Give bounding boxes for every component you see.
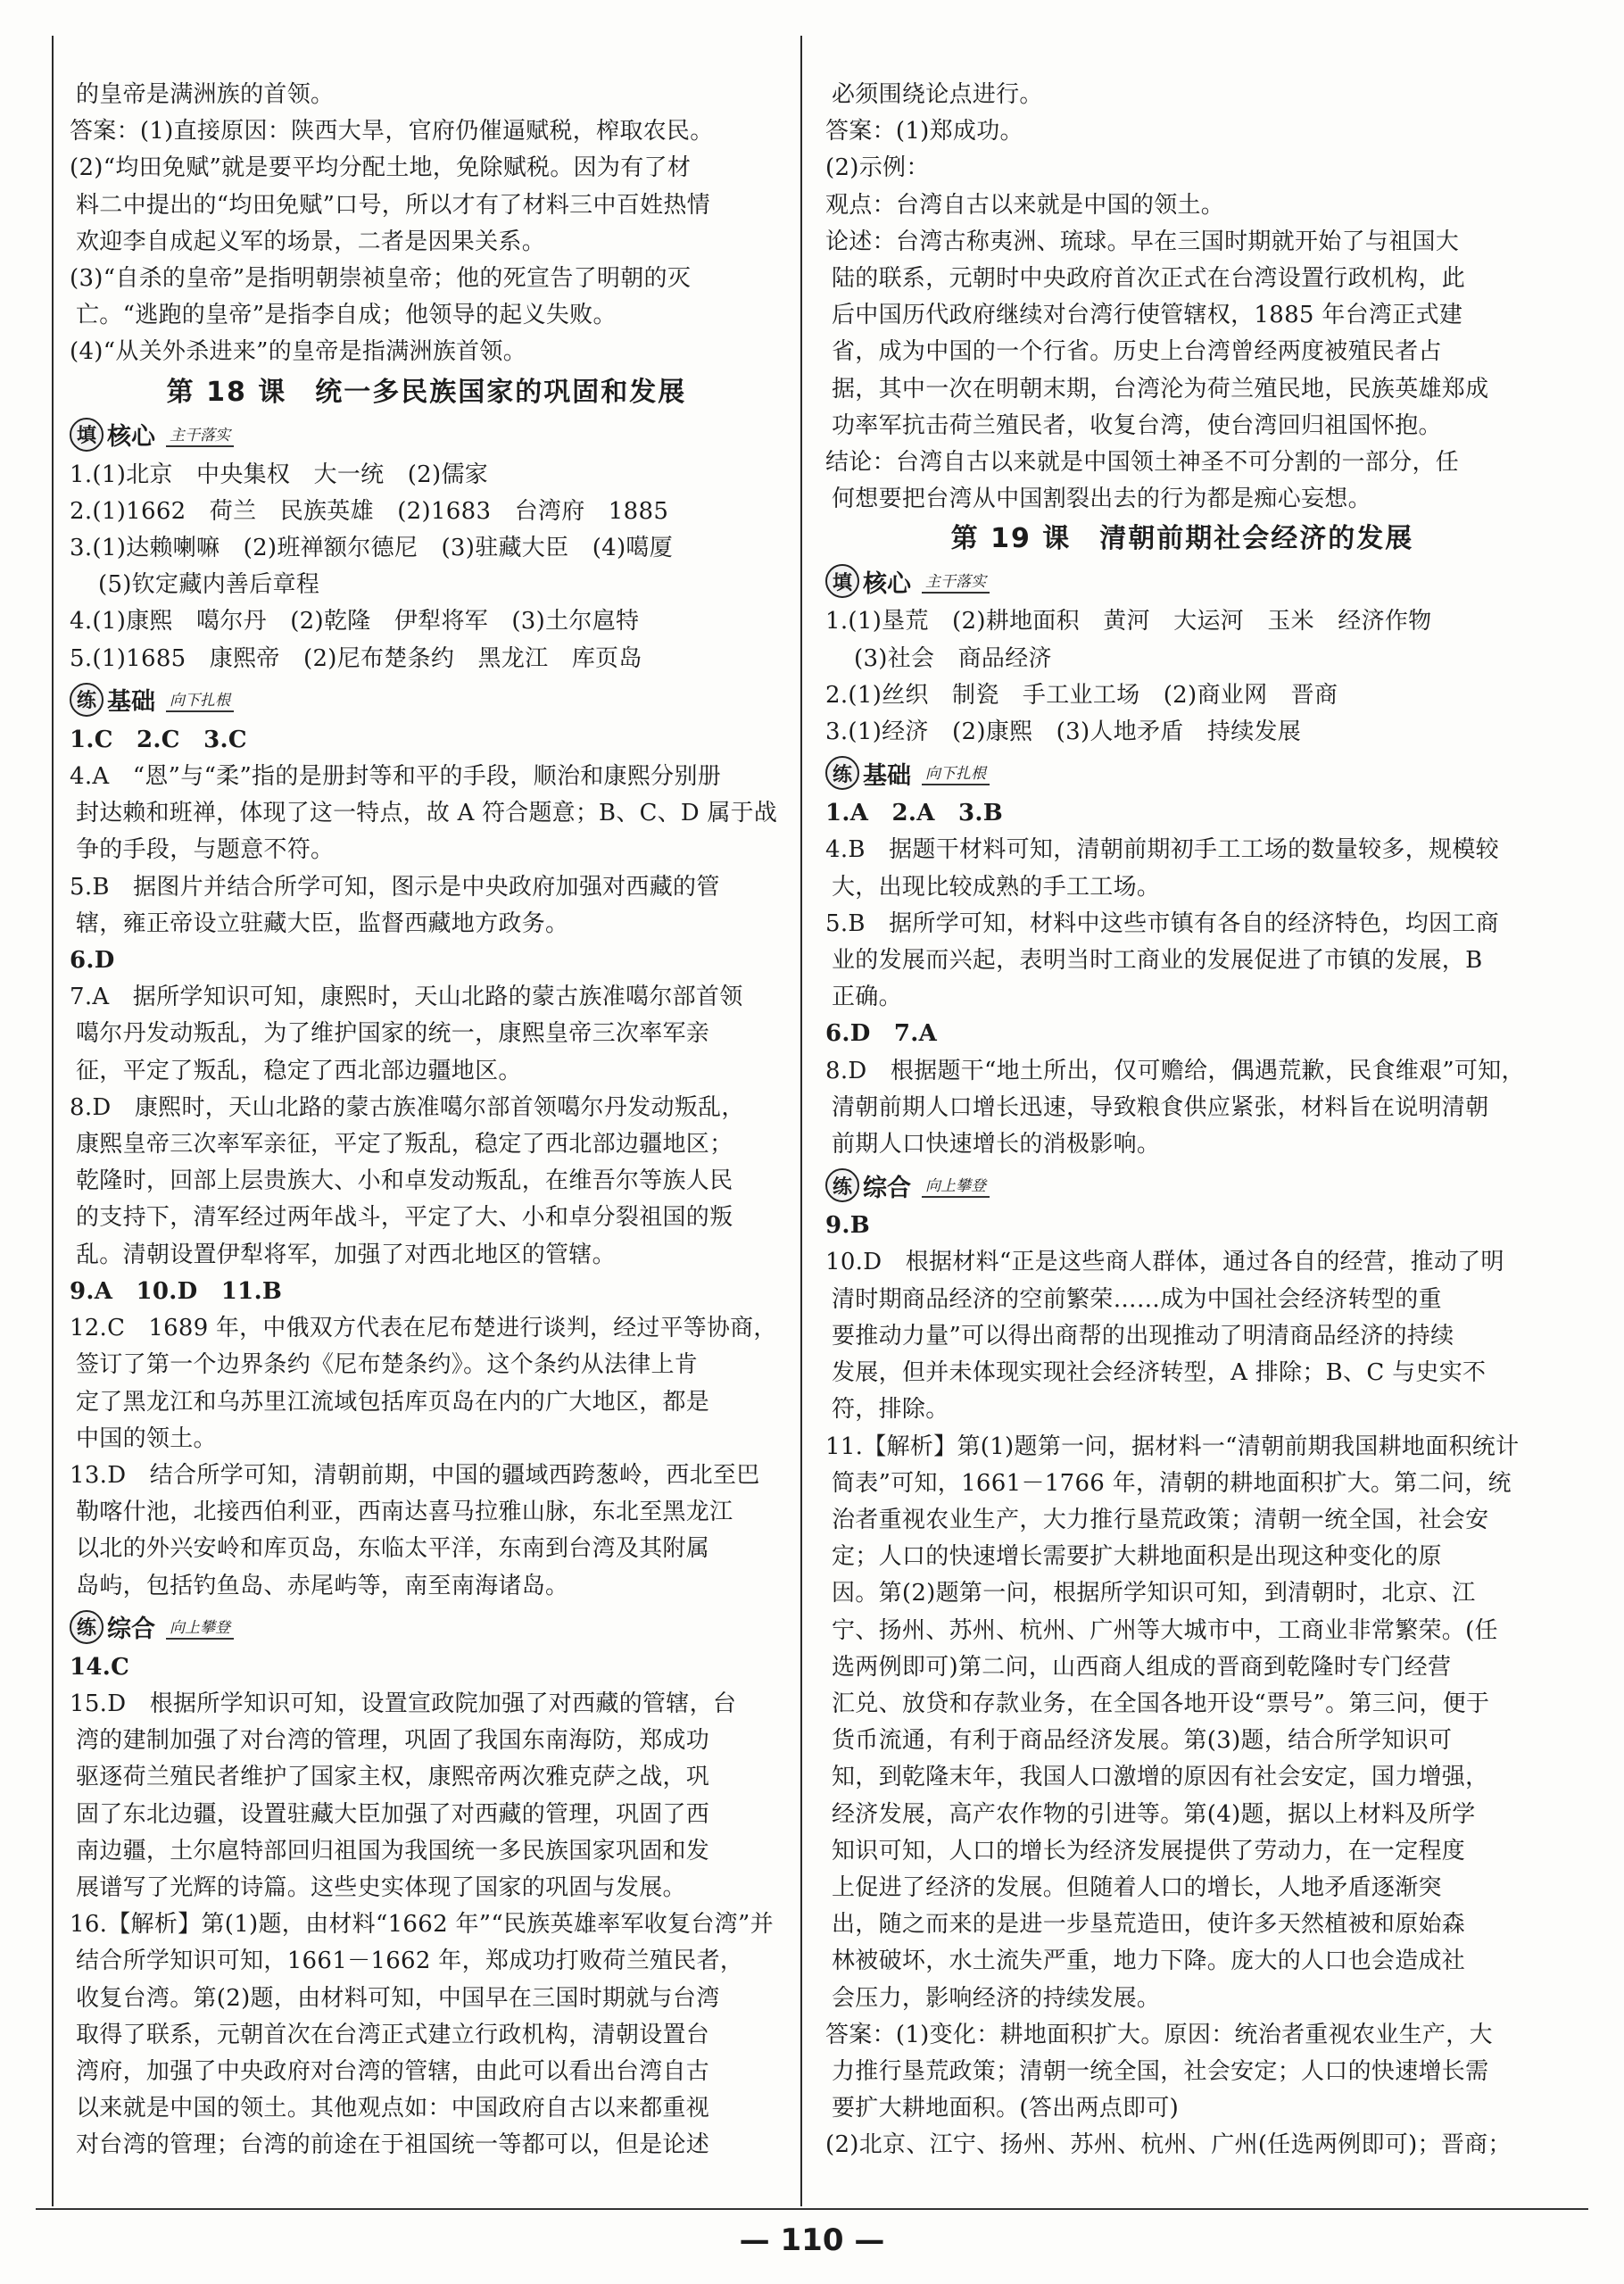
- text-line-content: 省，成为中国的一个行省。历史上台湾曾经两度被殖民者占: [832, 338, 1442, 366]
- text-line-content: 8.D 康熙时，天山北路的蒙古族准噶尔部首领噶尔丹发动叛乱，: [70, 1093, 745, 1121]
- text-line-content: 1.A 2.A 3.B: [825, 800, 1004, 827]
- text-line-content: 会压力，影响经济的持续发展。: [832, 1984, 1161, 2012]
- text-line-content: 业的发展而兴起，表明当时工商业的发展促进了市镇的发展，B: [832, 947, 1483, 975]
- text-line-content: 2.(1)丝织 制瓷 手工业工场 (2)商业网 晋商: [825, 681, 1338, 709]
- text-line-content: 14.C: [70, 1653, 130, 1681]
- text-line-content: 1.(1)北京 中央集权 大一统 (2)儒家: [70, 461, 489, 488]
- text-line: [825, 641, 1539, 677]
- text-line: [70, 334, 783, 370]
- text-line: [70, 261, 783, 297]
- text-line-content: 固了东北边疆，设置驻藏大臣加强了对西藏的管理，巩固了西: [76, 1800, 710, 1828]
- text-line-content: 何想要把台湾从中国割裂出去的行为都是痴心妄想。: [832, 486, 1371, 513]
- text-line-content: 10.D 根据材料“正是这些商人群体，通过各自的经营，推动了明: [825, 1249, 1504, 1276]
- text-line: [70, 1723, 783, 1759]
- text-line-content: 料二中提出的“均田免赋”口号，所以才有了材料三中百姓热情: [76, 191, 710, 219]
- section-header-subtitle: 向下扎根: [922, 760, 990, 785]
- text-line: [825, 1502, 1539, 1539]
- text-line-content: 以北的外兴安岭和库页岛，东临太平洋，东南到台湾及其附属: [76, 1535, 710, 1563]
- text-line: [825, 1575, 1539, 1612]
- text-line: [70, 795, 783, 832]
- text-line-content: 征，平定了叛乱，稳定了西北部边疆地区。: [76, 1057, 522, 1084]
- text-line: [825, 1053, 1539, 1090]
- text-line-content: 16.【解析】第(1)题，由材料“1662 年”“民族英雄率军收复台湾”并: [70, 1911, 774, 1939]
- text-line-content: 取得了联系，元朝首次在台湾正式建立行政机构，清朝设置台: [76, 2021, 710, 2048]
- text-line: [70, 1531, 783, 1567]
- section-header: [70, 679, 783, 720]
- text-line: [70, 943, 783, 979]
- text-line: [825, 943, 1539, 979]
- text-line: [825, 187, 1539, 224]
- left-margin-rule: [52, 36, 54, 2206]
- text-line: [825, 1429, 1539, 1466]
- text-line: [825, 1391, 1539, 1428]
- text-line: [825, 1466, 1539, 1502]
- text-line-content: 的皇帝是满洲族的首领。: [76, 81, 335, 108]
- text-line: [825, 1906, 1539, 1943]
- text-line-content: 答案：(1)直接原因：陕西大旱，官府仍催逼赋税，榨取农民。: [70, 118, 714, 145]
- text-line: [825, 1355, 1539, 1391]
- text-line: [70, 1870, 783, 1906]
- text-line-content: 答案：(1)变化：耕地面积扩大。原因：统治者重视农业生产，大: [825, 2021, 1493, 2048]
- text-line: [70, 1237, 783, 1274]
- text-line-content: 湾的建制加强了对台湾的管理，巩固了我国东南海防，郑成功: [76, 1727, 710, 1755]
- text-line-content: (4)“从关外杀进来”的皇帝是指满洲族首领。: [70, 338, 527, 366]
- text-line-content: 3.(1)达赖喇嘛 (2)班禅额尔德尼 (3)驻藏大臣 (4)噶厦: [70, 535, 674, 562]
- text-line: [825, 224, 1539, 261]
- text-line: [825, 1016, 1539, 1052]
- text-line: [825, 1759, 1539, 1796]
- text-line-content: 符，排除。: [832, 1396, 949, 1424]
- text-line-content: 1.(1)垦荒 (2)耕地面积 黄河 大运河 玉米 经济作物: [825, 608, 1432, 635]
- text-line: [70, 1090, 783, 1126]
- section-badge-icon: 练: [70, 1610, 104, 1644]
- text-line-content: 治者重视农业生产，大力推行垦荒政策；清朝一统全国，社会安: [832, 1506, 1489, 1533]
- text-line: [825, 113, 1539, 150]
- text-line-content: 定了黑龙江和乌苏里江流域包括库页岛在内的广大地区，都是: [76, 1388, 710, 1416]
- text-line-content: 13.D 结合所学可知，清朝前期，中国的疆域西跨葱岭，西北至巴: [70, 1461, 760, 1489]
- text-line: [70, 224, 783, 261]
- section-badge-icon: 填: [825, 564, 859, 598]
- section-header-subtitle: 向上攀登: [922, 1173, 990, 1198]
- text-line: [825, 1539, 1539, 1575]
- text-line: [70, 1126, 783, 1163]
- text-line-content: 结合所学知识可知，1661－1662 年，郑成功打败荷兰殖民者，: [76, 1948, 744, 1975]
- text-line-content: 11.【解析】第(1)题第一问，据材料一“清朝前期我国耕地面积统计: [825, 1433, 1520, 1460]
- text-line: [70, 2090, 783, 2127]
- text-line-content: 湾府，加强了中央政府对台湾的管辖，由此可以看出台湾自古: [76, 2057, 710, 2085]
- text-line: [70, 1310, 783, 1347]
- text-line: [825, 832, 1539, 868]
- section-header-subtitle: 向上攀登: [166, 1615, 234, 1640]
- text-line: [70, 113, 783, 150]
- text-line: [825, 1723, 1539, 1759]
- text-line: [825, 869, 1539, 906]
- section-header-label: 基础: [863, 761, 911, 790]
- text-line-content: 清朝前期人口增长迅速，导致粮食供应紧张，材料旨在说明清朝: [832, 1093, 1489, 1121]
- text-line: [70, 1759, 783, 1796]
- text-line: [70, 2017, 783, 2054]
- text-line: [825, 1244, 1539, 1281]
- text-line: [825, 334, 1539, 370]
- text-line-content: 林被破坏，水土流失严重，地力下降。庞大的人口也会造成社: [832, 1948, 1466, 1975]
- text-line: [825, 2017, 1539, 2054]
- text-line-content: 正确。: [832, 984, 902, 1011]
- text-line: [825, 1282, 1539, 1318]
- text-line-content: 的支持下，清军经过两年战斗，平定了大、小和卓分裂祖国的叛: [76, 1204, 733, 1232]
- text-line: [70, 641, 783, 677]
- text-line: [70, 297, 783, 334]
- text-line-content: 定；人口的快速增长需要扩大耕地面积是出现这种变化的原: [832, 1543, 1442, 1571]
- text-line-content: (2)“均田免赋”就是要平均分配土地，免除赋税。因为有了材: [70, 154, 692, 182]
- text-line: [825, 1981, 1539, 2017]
- text-line-content: 展谱写了光辉的诗篇。这些史实体现了国家的巩固与发展。: [76, 1873, 686, 1901]
- text-line-content: 因。第(2)题第一问，根据所学知识可知，到清朝时，北京、江: [832, 1580, 1476, 1607]
- text-line: [70, 567, 783, 603]
- text-line: [825, 1649, 1539, 1686]
- text-line: [825, 1208, 1539, 1244]
- section-header-subtitle: 主干落实: [166, 422, 234, 447]
- text-line: [70, 150, 783, 187]
- section-header: [825, 561, 1539, 602]
- text-line-content: 大，出现比较成熟的手工工场。: [832, 873, 1161, 901]
- text-line-content: 8.D 根据题干“地土所出，仅可赡给，偶遇荒歉，民食维艰”可知，: [825, 1057, 1525, 1084]
- text-line: [70, 1016, 783, 1052]
- text-line: [70, 1906, 783, 1943]
- text-line: [70, 1649, 783, 1686]
- text-line: [825, 1833, 1539, 1870]
- text-line: [70, 1494, 783, 1531]
- text-line: [70, 1274, 783, 1310]
- text-line: [70, 1981, 783, 2017]
- text-line: [825, 2054, 1539, 2090]
- text-line-content: 欢迎李自成起义军的场景，二者是因果关系。: [76, 228, 546, 255]
- footer-rule: [36, 2208, 1588, 2210]
- section-header-subtitle: 主干落实: [922, 569, 990, 594]
- text-line-content: 宁、扬州、苏州、杭州、广州等大城市中，工商业非常繁荣。(任: [832, 1616, 1498, 1644]
- text-line: [825, 150, 1539, 187]
- text-line-content: 以来就是中国的领土。其他观点如：中国政府自古以来都重视: [76, 2095, 710, 2122]
- section-badge-icon: 练: [70, 683, 104, 717]
- text-line-content: 力推行垦荒政策；清朝一统全国，社会安定；人口的快速增长需: [832, 2057, 1489, 2085]
- text-line: [70, 603, 783, 640]
- text-line: [70, 187, 783, 224]
- text-line-content: 收复台湾。第(2)题，由材料可知，中国早在三国时期就与台湾: [76, 1984, 720, 2012]
- text-line: [70, 759, 783, 795]
- section-header: [825, 1165, 1539, 1206]
- text-line-content: 乾隆时，回部上层贵族大、小和卓发动叛乱，在维吾尔等族人民: [76, 1167, 733, 1195]
- text-line-content: 噶尔丹发动叛乱，为了维护国家的统一，康熙皇帝三次率军亲: [76, 1020, 710, 1048]
- text-line-content: 9.B: [825, 1212, 871, 1240]
- text-line: [825, 1613, 1539, 1649]
- text-line-content: 必须围绕论点进行。: [832, 81, 1043, 108]
- text-line-content: 4.B 据题干材料可知，清朝前期初手工工场的数量较多，规模较: [825, 836, 1499, 864]
- text-line: [70, 1568, 783, 1605]
- text-line-content: 乱。清朝设置伊犁将军，加强了对西北地区的管辖。: [76, 1241, 616, 1268]
- text-line-content: 答案：(1)郑成功。: [825, 118, 1023, 145]
- text-line: [70, 530, 783, 567]
- text-line-content: 15.D 根据所学知识可知，设置宣政院加强了对西藏的管辖，台: [70, 1690, 737, 1717]
- text-line-content: (5)钦定藏内善后章程: [98, 571, 320, 599]
- section-header: [70, 1607, 783, 1648]
- text-line: [825, 603, 1539, 640]
- text-line-content: 2.(1)1662 荷兰 民族英雄 (2)1683 台湾府 1885: [70, 497, 669, 525]
- text-line-content: 驱逐荷兰殖民者维护了国家主权，康熙帝两次雅克萨之战，巩: [76, 1764, 710, 1791]
- text-line: [70, 1384, 783, 1421]
- text-line: [825, 77, 1539, 113]
- text-line: [70, 494, 783, 530]
- text-line-content: 前期人口快速增长的消极影响。: [832, 1131, 1161, 1159]
- text-line-content: 签订了第一个边界条约《尼布楚条约》。这个条约从法律上肯: [76, 1351, 699, 1379]
- text-line-content: (3)社会 商品经济: [854, 644, 1052, 672]
- lesson-title: 第 19 课 清朝前期社会经济的发展: [950, 523, 1414, 555]
- text-line-content: 中国的领土。: [76, 1424, 217, 1452]
- text-line-content: 6.D: [70, 947, 115, 975]
- text-line: [70, 2127, 783, 2164]
- text-line-content: (3)“自杀的皇帝”是指明朝崇祯皇帝；他的死宣告了明朝的灭: [70, 265, 692, 293]
- text-line: [825, 2090, 1539, 2127]
- text-line: [70, 2054, 783, 2090]
- text-line: [70, 979, 783, 1016]
- text-line: [825, 714, 1539, 751]
- section-header-label: 综合: [107, 1615, 155, 1644]
- text-line-content: 5.(1)1685 康熙帝 (2)尼布楚条约 黑龙江 库页岛: [70, 644, 642, 672]
- text-line: [825, 408, 1539, 444]
- text-line-content: 3.(1)经济 (2)康熙 (3)人地矛盾 持续发展: [825, 718, 1302, 746]
- text-line-content: 封达赖和班禅，体现了这一特点，故 A 符合题意；B、C、D 属于战: [76, 800, 778, 827]
- section-header: [70, 414, 783, 455]
- text-line-content: 辖，雍正帝设立驻藏大臣，监督西藏地方政务。: [76, 909, 569, 937]
- text-line: [825, 1870, 1539, 1906]
- text-line-content: 康熙皇帝三次率军亲征，平定了叛乱，稳定了西北部边疆地区；: [76, 1131, 733, 1159]
- text-line: [70, 1347, 783, 1383]
- text-line: [70, 1458, 783, 1494]
- page-number: — 110 —: [739, 2222, 885, 2258]
- text-line-content: 观点：台湾自古以来就是中国的领土。: [825, 191, 1225, 219]
- text-line: [70, 869, 783, 906]
- text-line-content: 上促进了经济的发展。但随着人口的增长，人地矛盾逐渐突: [832, 1873, 1442, 1901]
- section-header-label: 综合: [863, 1174, 911, 1202]
- section-header: [825, 752, 1539, 793]
- text-line-content: 陆的联系，元朝时中央政府首次正式在台湾设置行政机构，此: [832, 265, 1466, 293]
- text-line-content: (2)北京、江宁、扬州、苏州、杭州、广州(任选两例即可)；晋商；: [825, 2131, 1512, 2159]
- text-line: [70, 77, 783, 113]
- text-line-content: 1.C 2.C 3.C: [70, 726, 247, 753]
- right-column: [825, 77, 1539, 2164]
- text-line: [825, 297, 1539, 334]
- text-line-content: 勒喀什池，北接西伯利亚，西南达喜马拉雅山脉，东北至黑龙江: [76, 1499, 733, 1526]
- text-line-content: 知，到乾隆末年，我国人口激增的原因有社会安定，国力增强，: [832, 1764, 1489, 1791]
- text-line: [70, 1943, 783, 1980]
- text-line-content: 南边疆，土尔扈特部回归祖国为我国统一多民族国家巩固和发: [76, 1837, 710, 1865]
- lesson-title: 第 18 课 统一多民族国家的巩固和发展: [166, 376, 687, 408]
- section-header-label: 基础: [107, 688, 155, 717]
- text-line-content: 结论：台湾自古以来就是中国领土神圣不可分割的一部分，任: [825, 449, 1460, 477]
- text-line-content: 后中国历代政府继续对台湾行使管辖权，1885 年台湾正式建: [832, 302, 1463, 329]
- text-line: [70, 1421, 783, 1458]
- text-line: [825, 481, 1539, 518]
- text-line-content: 争的手段，与题意不符。: [76, 836, 335, 864]
- text-line-content: 论述：台湾古称夷洲、琉球。早在三国时期就开始了与祖国大: [825, 228, 1460, 255]
- section-header-subtitle: 向下扎根: [166, 687, 234, 712]
- section-header-label: 核心: [863, 569, 911, 598]
- text-line-content: 5.B 据图片并结合所学可知，图示是中央政府加强对西藏的管: [70, 873, 720, 901]
- text-line-content: 汇兑、放贷和存款业务，在全国各地开设“票号”。第三问，便于: [832, 1690, 1490, 1717]
- text-line-content: (2)示例：: [825, 154, 930, 182]
- text-line: [70, 1053, 783, 1090]
- text-line-content: 清时期商品经济的空前繁荣……成为中国社会经济转型的重: [832, 1285, 1442, 1313]
- section-badge-icon: 练: [825, 756, 859, 790]
- text-line-content: 经济发展，高产农作物的引进等。第(4)题，据以上材料及所学: [832, 1800, 1476, 1828]
- text-line: [70, 1686, 783, 1723]
- text-line-content: 岛屿，包括钓鱼岛、赤尾屿等，南至南海诸岛。: [76, 1572, 569, 1599]
- text-line-content: 据，其中一次在明朝末期，台湾沦为荷兰殖民地，民族英雄郑成: [832, 375, 1489, 403]
- text-line: [825, 1686, 1539, 1723]
- text-line-content: 12.C 1689 年，中俄双方代表在尼布楚进行谈判，经过平等协商，: [70, 1315, 777, 1342]
- text-line: [70, 1163, 783, 1200]
- text-line-content: 7.A 据所学知识可知，康熙时，天山北路的蒙古族准噶尔部首领: [70, 984, 743, 1011]
- text-line-content: 发展，但并未体现实现社会经济转型，A 排除；B、C 与史实不: [832, 1359, 1487, 1387]
- text-line: [70, 722, 783, 759]
- text-line: [825, 979, 1539, 1016]
- text-line: [70, 1833, 783, 1870]
- text-line: [825, 677, 1539, 714]
- text-line-content: 亡。“逃跑的皇帝”是指李自成；他领导的起义失败。: [76, 302, 617, 329]
- text-line-content: 出，随之而来的是进一步垦荒造田，使许多天然植被和原始森: [832, 1911, 1466, 1939]
- text-line: [825, 906, 1539, 943]
- text-line-content: 5.B 据所学可知，材料中这些市镇有各自的经济特色，均因工商: [825, 909, 1499, 937]
- text-line: [70, 457, 783, 494]
- section-badge-icon: 练: [825, 1168, 859, 1202]
- text-line-content: 功率军抗击荷兰殖民者，收复台湾，使台湾回归祖国怀抱。: [832, 411, 1442, 439]
- text-line-content: 知识可知，人口的增长为经济发展提供了劳动力，在一定程度: [832, 1837, 1466, 1865]
- section-header-label: 核心: [107, 423, 155, 452]
- text-line: [825, 1318, 1539, 1355]
- text-line-content: 4.(1)康熙 噶尔丹 (2)乾隆 伊犁将军 (3)土尔扈特: [70, 608, 640, 635]
- text-line-content: 4.A “恩”与“柔”指的是册封等和平的手段，顺治和康熙分别册: [70, 763, 722, 791]
- text-line: [70, 1797, 783, 1833]
- text-line: [825, 261, 1539, 297]
- text-line: [70, 906, 783, 943]
- text-line: [825, 371, 1539, 408]
- text-line-content: 对台湾的管理；台湾的前途在于祖国统一等都可以，但是论述: [76, 2131, 710, 2159]
- text-line: [825, 1090, 1539, 1126]
- text-line-content: 要推动力量”可以得出商帮的出现推动了明清商品经济的持续: [832, 1322, 1454, 1350]
- text-line-content: 货币流通，有利于商品经济发展。第(3)题，结合所学知识可: [832, 1727, 1453, 1755]
- text-line: [825, 2127, 1539, 2164]
- text-line: [825, 444, 1539, 481]
- text-line: [825, 1126, 1539, 1163]
- text-line: [825, 1943, 1539, 1980]
- text-line: [825, 1797, 1539, 1833]
- column-divider: [800, 36, 802, 2206]
- text-line-content: 6.D 7.A: [825, 1020, 938, 1048]
- text-line: [70, 832, 783, 868]
- text-line-content: 简表”可知，1661－1766 年，清朝的耕地面积扩大。第二问，统: [832, 1469, 1512, 1497]
- text-line: [70, 1200, 783, 1236]
- text-line-content: 9.A 10.D 11.B: [70, 1277, 283, 1305]
- text-line-content: 选两例即可)第二问，山西商人组成的晋商到乾隆时专门经营: [832, 1653, 1452, 1681]
- left-column: [70, 77, 783, 2164]
- text-line: [825, 795, 1539, 832]
- section-badge-icon: 填: [70, 418, 104, 452]
- text-line-content: 要扩大耕地面积。(答出两点即可): [832, 2095, 1180, 2122]
